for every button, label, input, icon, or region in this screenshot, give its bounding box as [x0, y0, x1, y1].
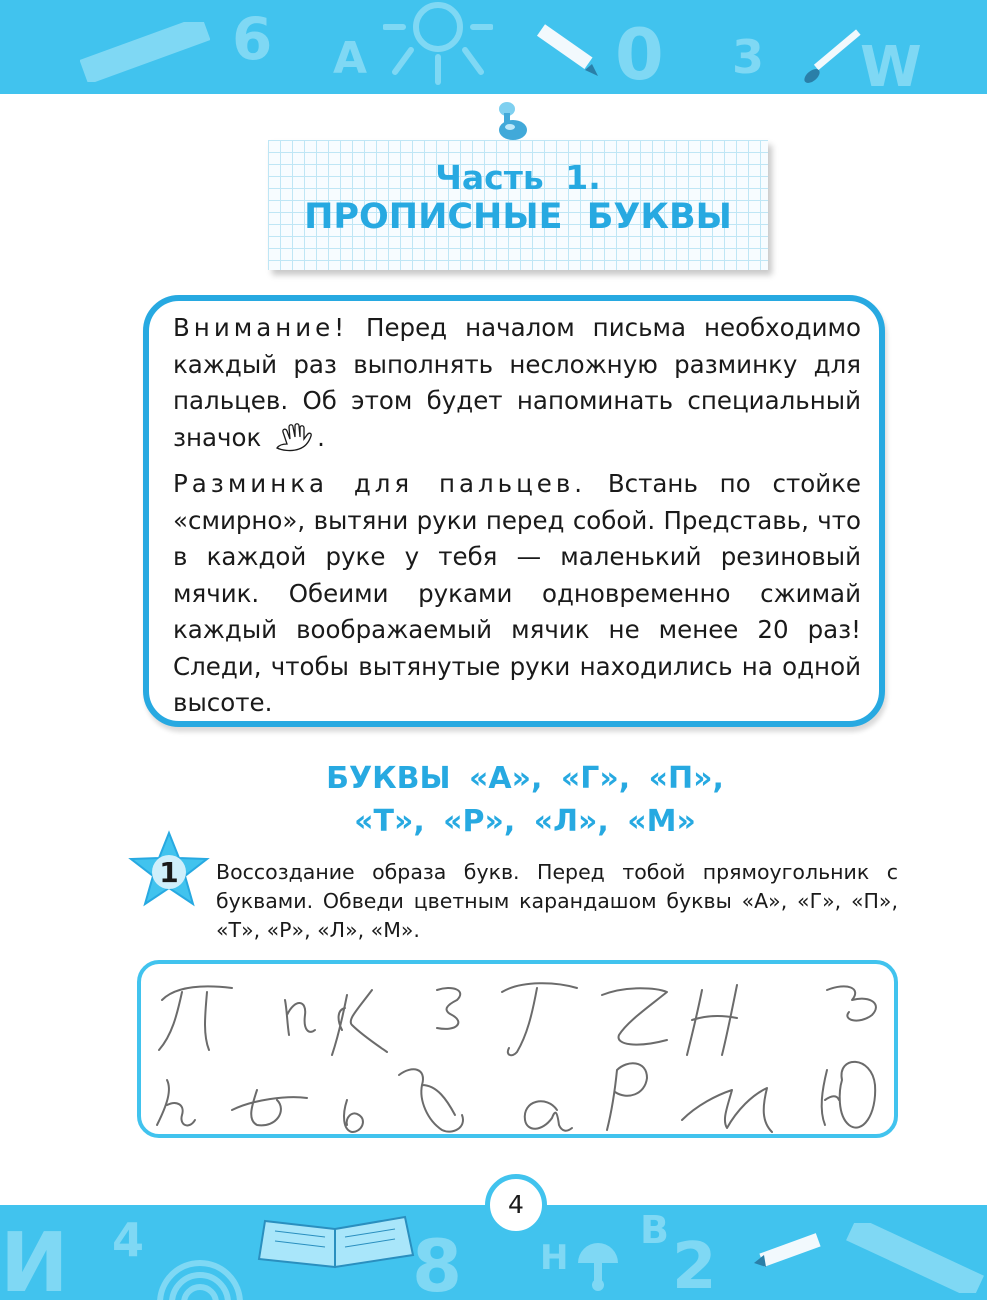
- part-title: Часть 1.: [435, 158, 601, 197]
- decor-digit: 4: [112, 1213, 145, 1267]
- warning-text: Перед началом письма необходимо каждый раз выполнять несложную разминку для пальцев. Об этом будет напоминать специальный значок: [173, 313, 861, 452]
- decor-letter: А: [333, 33, 368, 84]
- decor-letter: И: [0, 1216, 69, 1300]
- hand-icon: [271, 422, 315, 454]
- task-text: Воссоздание образа букв. Перед тобой прямоугольник с буквами. Обведи цветным карандашом буквы «А», «Г», «П», «Т», «Р», «Л», «М».: [216, 860, 898, 942]
- cursive-letters-image: [137, 960, 898, 1138]
- section-heading-line2: «Т», «Р», «Л», «М»: [354, 804, 696, 839]
- section-heading-line1: БУКВЫ «А», «Г», «П»,: [326, 761, 724, 796]
- pencil-icon: [740, 1225, 830, 1278]
- warning-label: Внимание!: [173, 313, 349, 342]
- page-number: 4: [508, 1190, 524, 1219]
- warmup-label: Разминка для пальцев.: [173, 469, 587, 498]
- open-book-icon: [255, 1211, 415, 1274]
- warmup-text: Встань по стойке «смирно», вытяни руки перед собой. Представь, что в каждой руке у тебя — маленький резиновый мячик. Обеими руками одновременно сжимай каждый воображаемый мячик не менее 20 раз! Следи, чтобы вытянутые руки находились на одной высоте.: [173, 469, 861, 717]
- push-pin-icon: [495, 100, 535, 150]
- title-card: [268, 140, 768, 270]
- task-number-star-icon: [128, 830, 210, 908]
- decor-digit: 6: [232, 5, 273, 73]
- notice-text: [173, 310, 861, 722]
- section-heading: [240, 757, 810, 843]
- decor-digit: 3: [732, 30, 765, 84]
- decor-digit: 2: [672, 1230, 717, 1300]
- notice-paragraph-warning: [173, 310, 861, 456]
- decor-digit: 0: [615, 14, 664, 94]
- decor-letter: Н: [540, 1238, 569, 1278]
- page-number-badge: [485, 1174, 547, 1236]
- lamp-icon: [568, 1233, 628, 1296]
- notice-paragraph-warmup: [173, 466, 861, 722]
- ruler-icon: [845, 1223, 985, 1296]
- decor-letter: В: [640, 1208, 669, 1252]
- part-subtitle: ПРОПИСНЫЕ БУКВЫ: [304, 197, 732, 237]
- sun-icon: [383, 0, 493, 94]
- rainbow-icon: [150, 1223, 250, 1300]
- top-decorative-band: [0, 0, 987, 94]
- ruler-icon: [80, 22, 210, 92]
- warning-end: .: [317, 422, 325, 452]
- decor-letter: W: [860, 35, 922, 94]
- decor-digit: 8: [412, 1224, 463, 1300]
- task-number: 1: [159, 856, 179, 889]
- pencil-icon: [530, 18, 600, 81]
